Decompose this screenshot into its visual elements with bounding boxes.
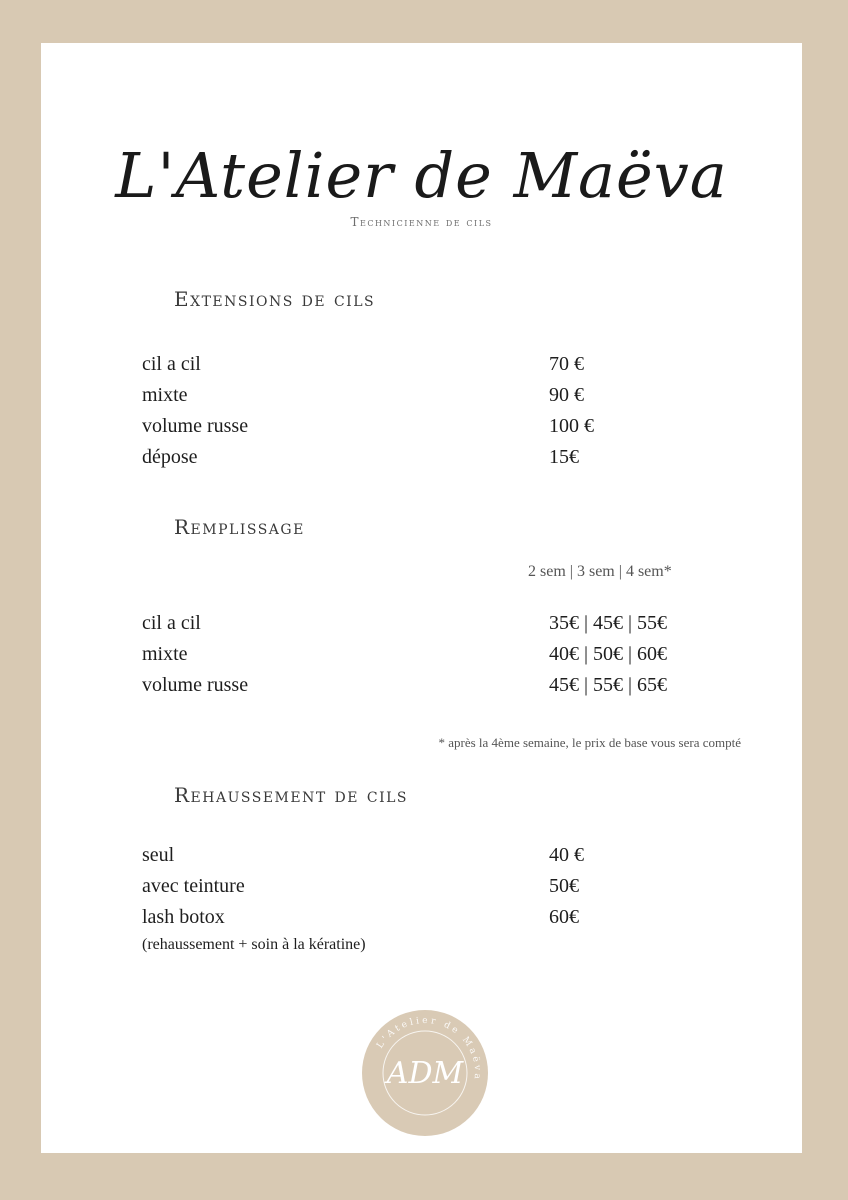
price-row — [142, 674, 702, 702]
service-price: 90 € — [549, 384, 584, 406]
section-heading-rehaussement: Rehaussement de cils — [174, 783, 408, 807]
service-subnote: (rehaussement + soin à la kératine) — [142, 936, 366, 953]
price-sheet — [41, 43, 802, 1153]
logo-ring-text: L'Atelier de Maëva — [375, 1015, 483, 1083]
service-name: dépose — [142, 446, 198, 468]
service-price: 45€ | 55€ | 65€ — [549, 674, 668, 696]
brand-logo-seal — [361, 1009, 489, 1137]
price-row — [142, 446, 702, 474]
service-price: 15€ — [549, 446, 579, 468]
page-title: L'Atelier de Maëva — [115, 139, 728, 212]
price-row — [142, 353, 702, 381]
price-row — [142, 384, 702, 412]
page-subtitle: Technicienne de cils — [350, 215, 493, 229]
price-row — [142, 415, 702, 443]
service-name: volume russe — [142, 415, 249, 437]
service-price: 35€ | 45€ | 55€ — [549, 612, 668, 634]
service-name: cil a cil — [142, 612, 201, 634]
service-name: lash botox — [142, 906, 225, 928]
service-price: 50€ — [549, 875, 579, 897]
service-name: mixte — [142, 643, 188, 665]
service-name: cil a cil — [142, 353, 201, 375]
price-row — [142, 612, 702, 640]
service-price: 70 € — [549, 353, 584, 375]
service-name: volume russe — [142, 674, 249, 696]
weeks-header: 2 sem | 3 sem | 4 sem* — [528, 563, 672, 580]
service-name: seul — [142, 844, 175, 866]
price-row — [142, 844, 702, 872]
service-price: 40 € — [549, 844, 584, 866]
service-name: avec teinture — [142, 875, 245, 897]
price-row — [142, 643, 702, 671]
price-row — [142, 906, 702, 934]
section-heading-extensions: Extensions de cils — [174, 287, 376, 311]
section-heading-remplissage: Remplissage — [174, 515, 305, 539]
service-name: mixte — [142, 384, 188, 406]
logo-monogram: ADM — [386, 1056, 464, 1091]
price-row — [142, 875, 702, 903]
footnote: * après la 4ème semaine, le prix de base vous sera compté — [438, 735, 741, 750]
service-price: 60€ — [549, 906, 579, 928]
service-price: 100 € — [549, 415, 594, 437]
service-price: 40€ | 50€ | 60€ — [549, 643, 668, 665]
